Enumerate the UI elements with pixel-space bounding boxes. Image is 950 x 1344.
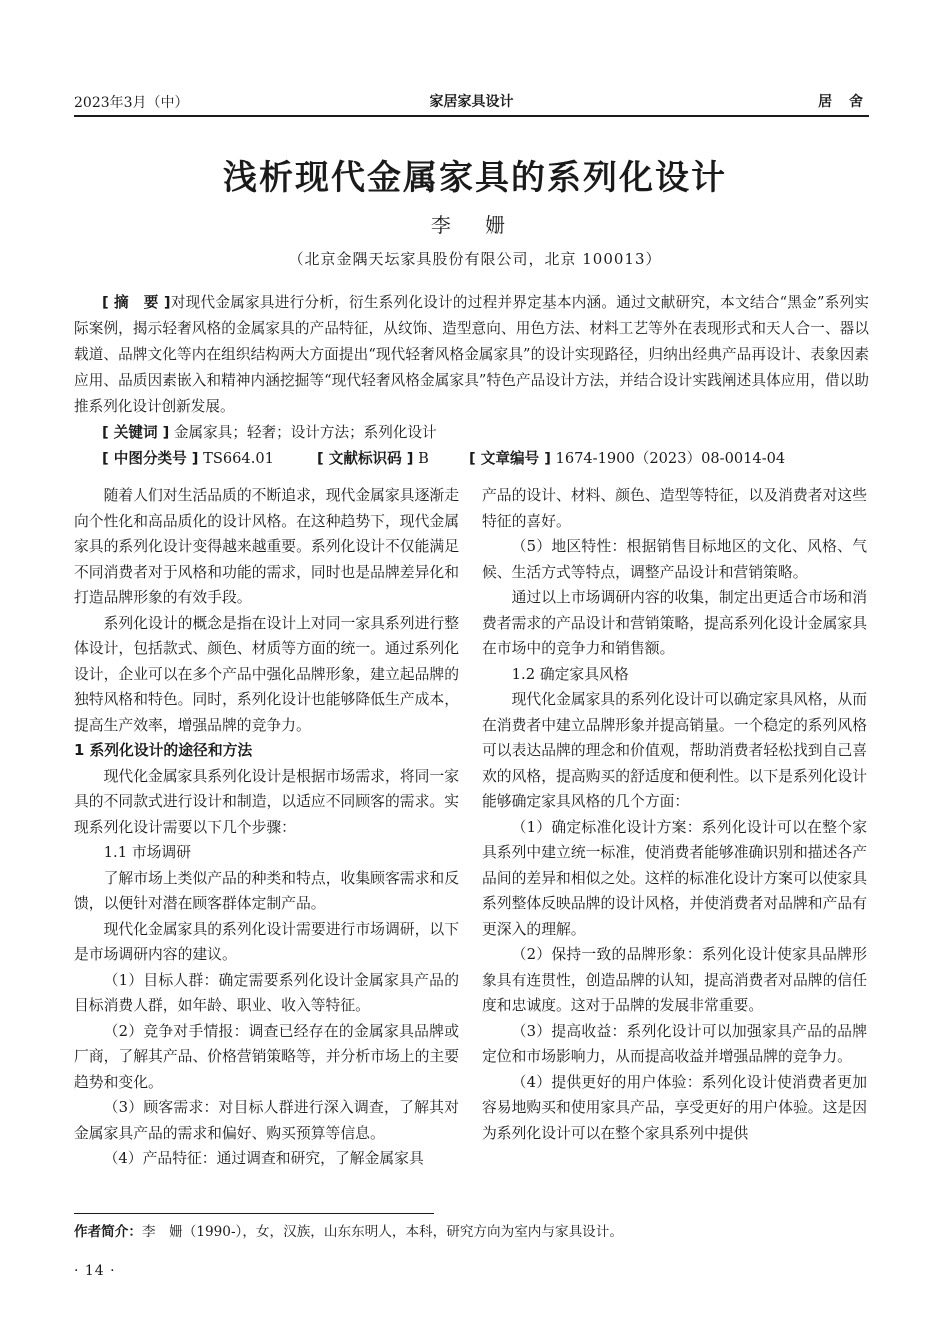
journal-section: 居 舍	[818, 94, 869, 110]
paragraph: 产品的设计、材料、颜色、造型等特征，以及消费者对这些特征的喜好。	[482, 487, 867, 530]
classification-line	[102, 448, 869, 470]
paragraph: 了解市场上类似产品的种类和特点，收集顾客需求和反馈，以便针对潜在顾客群体定制产品。	[74, 869, 459, 912]
doc-code-value: B	[418, 450, 429, 467]
paragraph: 随着人们对生活品质的不断追求，现代金属家具逐渐走向个性化和高品质化的设计风格。在这种趋势下，现代金属家具的系列化设计变得越来越重要。系列化设计不仅能满足不同消费者对于风格和功能的需求，同时也是品牌差异化和打造品牌形象的有效手段。	[74, 487, 459, 606]
list-item: （3）提高收益：系列化设计可以加强家具产品的品牌定位和市场影响力，从而提高收益并增强品牌的竞争力。	[482, 1022, 867, 1065]
paragraph: 系列化设计的概念是指在设计上对同一家具系列进行整体设计，包括款式、颜色、材质等方面的统一。通过系列化设计，企业可以在多个产品中强化品牌形象，建立起品牌的独特风格和特色。同时，系列化设计也能够降低生产成本，提高生产效率，增强品牌的竞争力。	[74, 614, 459, 734]
subsection-heading: 1.2 确定家具风格	[511, 665, 629, 683]
list-item: （5）地区特性：根据销售目标地区的文化、风格、气候、生活方式等特点，调整产品设计和营销策略。	[482, 538, 867, 581]
list-item: （1）确定标准化设计方案：系列化设计可以在整个家具系列中建立统一标准，使消费者能够准确识别和描述各产品间的差异和相似之处。这样的标准化设计方案可以使家具系列整体反映品牌的设计风格，并使消费者对品牌和产品有更深入的理解。	[482, 818, 867, 938]
paper-title: 浅析现代金属家具的系列化设计	[223, 158, 727, 198]
clc-label: [ 中图分类号 ]	[102, 450, 199, 467]
list-item: （2）保持一致的品牌形象：系列化设计使家具品牌形象具有连贯性，创造品牌的认知，提高消费者对品牌的信任度和忠诚度。这对于品牌的发展非常重要。	[482, 946, 867, 1014]
keywords	[102, 422, 437, 444]
list-item: （2）竞争对手情报：调查已经存在的金属家具品牌或厂商，了解其产品、价格营销策略等，并分析市场上的主要趋势和变化。	[74, 1022, 459, 1091]
clc-value: TS664.01	[203, 450, 274, 467]
footnote-text: 李 姗（1990-），女，汉族，山东东明人，本科，研究方向为室内与家具设计。	[141, 1224, 623, 1240]
journal-column: 家居家具设计	[429, 94, 514, 110]
right-column	[482, 483, 867, 1146]
page-number: · 14 ·	[74, 1263, 116, 1279]
paragraph: 现代化金属家具的系列化设计可以确定家具风格，从而在消费者中建立品牌形象并提高销量。一个稳定的系列风格可以表达品牌的理念和价值观，帮助消费者轻松找到自己喜欢的风格，提高购买的舒适度和便利性。以下是系列化设计能够确定家具风格的几个方面：	[482, 691, 867, 810]
list-item: （4）产品特征：通过调查和研究，了解金属家具	[103, 1150, 424, 1167]
footnote-label: 作者简介：	[74, 1224, 142, 1240]
list-item: （3）顾客需求：对目标人群进行深入调查，了解其对金属家具产品的需求和偏好、购买预算等信息。	[74, 1099, 459, 1142]
paragraph: 现代化金属家具的系列化设计需要进行市场调研，以下是市场调研内容的建议。	[74, 920, 459, 963]
left-column	[74, 483, 459, 1172]
author-affiliation: （北京金隅天坛家具股份有限公司，北京 100013）	[288, 250, 662, 268]
paragraph: 通过以上市场调研内容的收集，制定出更适合市场和消费者需求的产品设计和营销策略，提高系列化设计金属家具在市场中的竞争力和销售额。	[482, 589, 867, 657]
running-header	[74, 90, 869, 116]
issue-date: 2023年3月（中）	[74, 95, 189, 111]
subsection-heading: 1.1 市场调研	[103, 844, 192, 861]
doc-code-label: [ 文献标识码 ]	[317, 450, 414, 467]
section-heading: 1 系列化设计的途径和方法	[74, 742, 253, 759]
author-footnote	[74, 1222, 869, 1242]
keywords-label: [ 关键词 ]	[102, 424, 170, 441]
footnote-rule	[74, 1213, 434, 1214]
abstract	[74, 290, 869, 420]
abstract-label: [ 摘 要 ]	[102, 294, 171, 311]
abstract-text: 对现代金属家具进行分析，衍生系列化设计的过程并界定基本内涵。通过文献研究，本文结合“黑金”系列实际案例，揭示轻奢风格的金属家具的产品特征，从纹饰、造型意向、用色方法、材料工艺等外在表现形式和天人合一、器以载道、品牌文化等内在组织结构两大方面提出“现代轻奢风格金属家具”的设计实现路径，归纳出经典产品再设计、表象因素应用、品质因素嵌入和精神内涵挖掘等“现代轻奢风格金属家具”特色产品设计方法，并结合设计实践阐述具体应用，借以助推系列化设计创新发展。	[74, 294, 869, 415]
keywords-text: 金属家具；轻奢；设计方法；系列化设计	[173, 424, 437, 441]
article-number-label: [ 文章编号 ]	[469, 450, 551, 467]
article-number-value: 1674-1900（2023）08-0014-04	[555, 450, 786, 467]
list-item: （4）提供更好的用户体验：系列化设计使消费者更加容易地购买和使用家具产品，享受更好的用户体验。这是因为系列化设计可以在整个家具系列中提供	[482, 1073, 867, 1142]
author-name: 李 姗	[430, 213, 520, 237]
list-item: （1）目标人群：确定需要系列化设计金属家具产品的目标消费人群，如年龄、职业、收入等特征。	[74, 971, 459, 1014]
paragraph: 现代化金属家具系列化设计是根据市场需求，将同一家具的不同款式进行设计和制造，以适应不同顾客的需求。实现系列化设计需要以下几个步骤：	[74, 767, 459, 836]
header-rule	[74, 115, 869, 117]
